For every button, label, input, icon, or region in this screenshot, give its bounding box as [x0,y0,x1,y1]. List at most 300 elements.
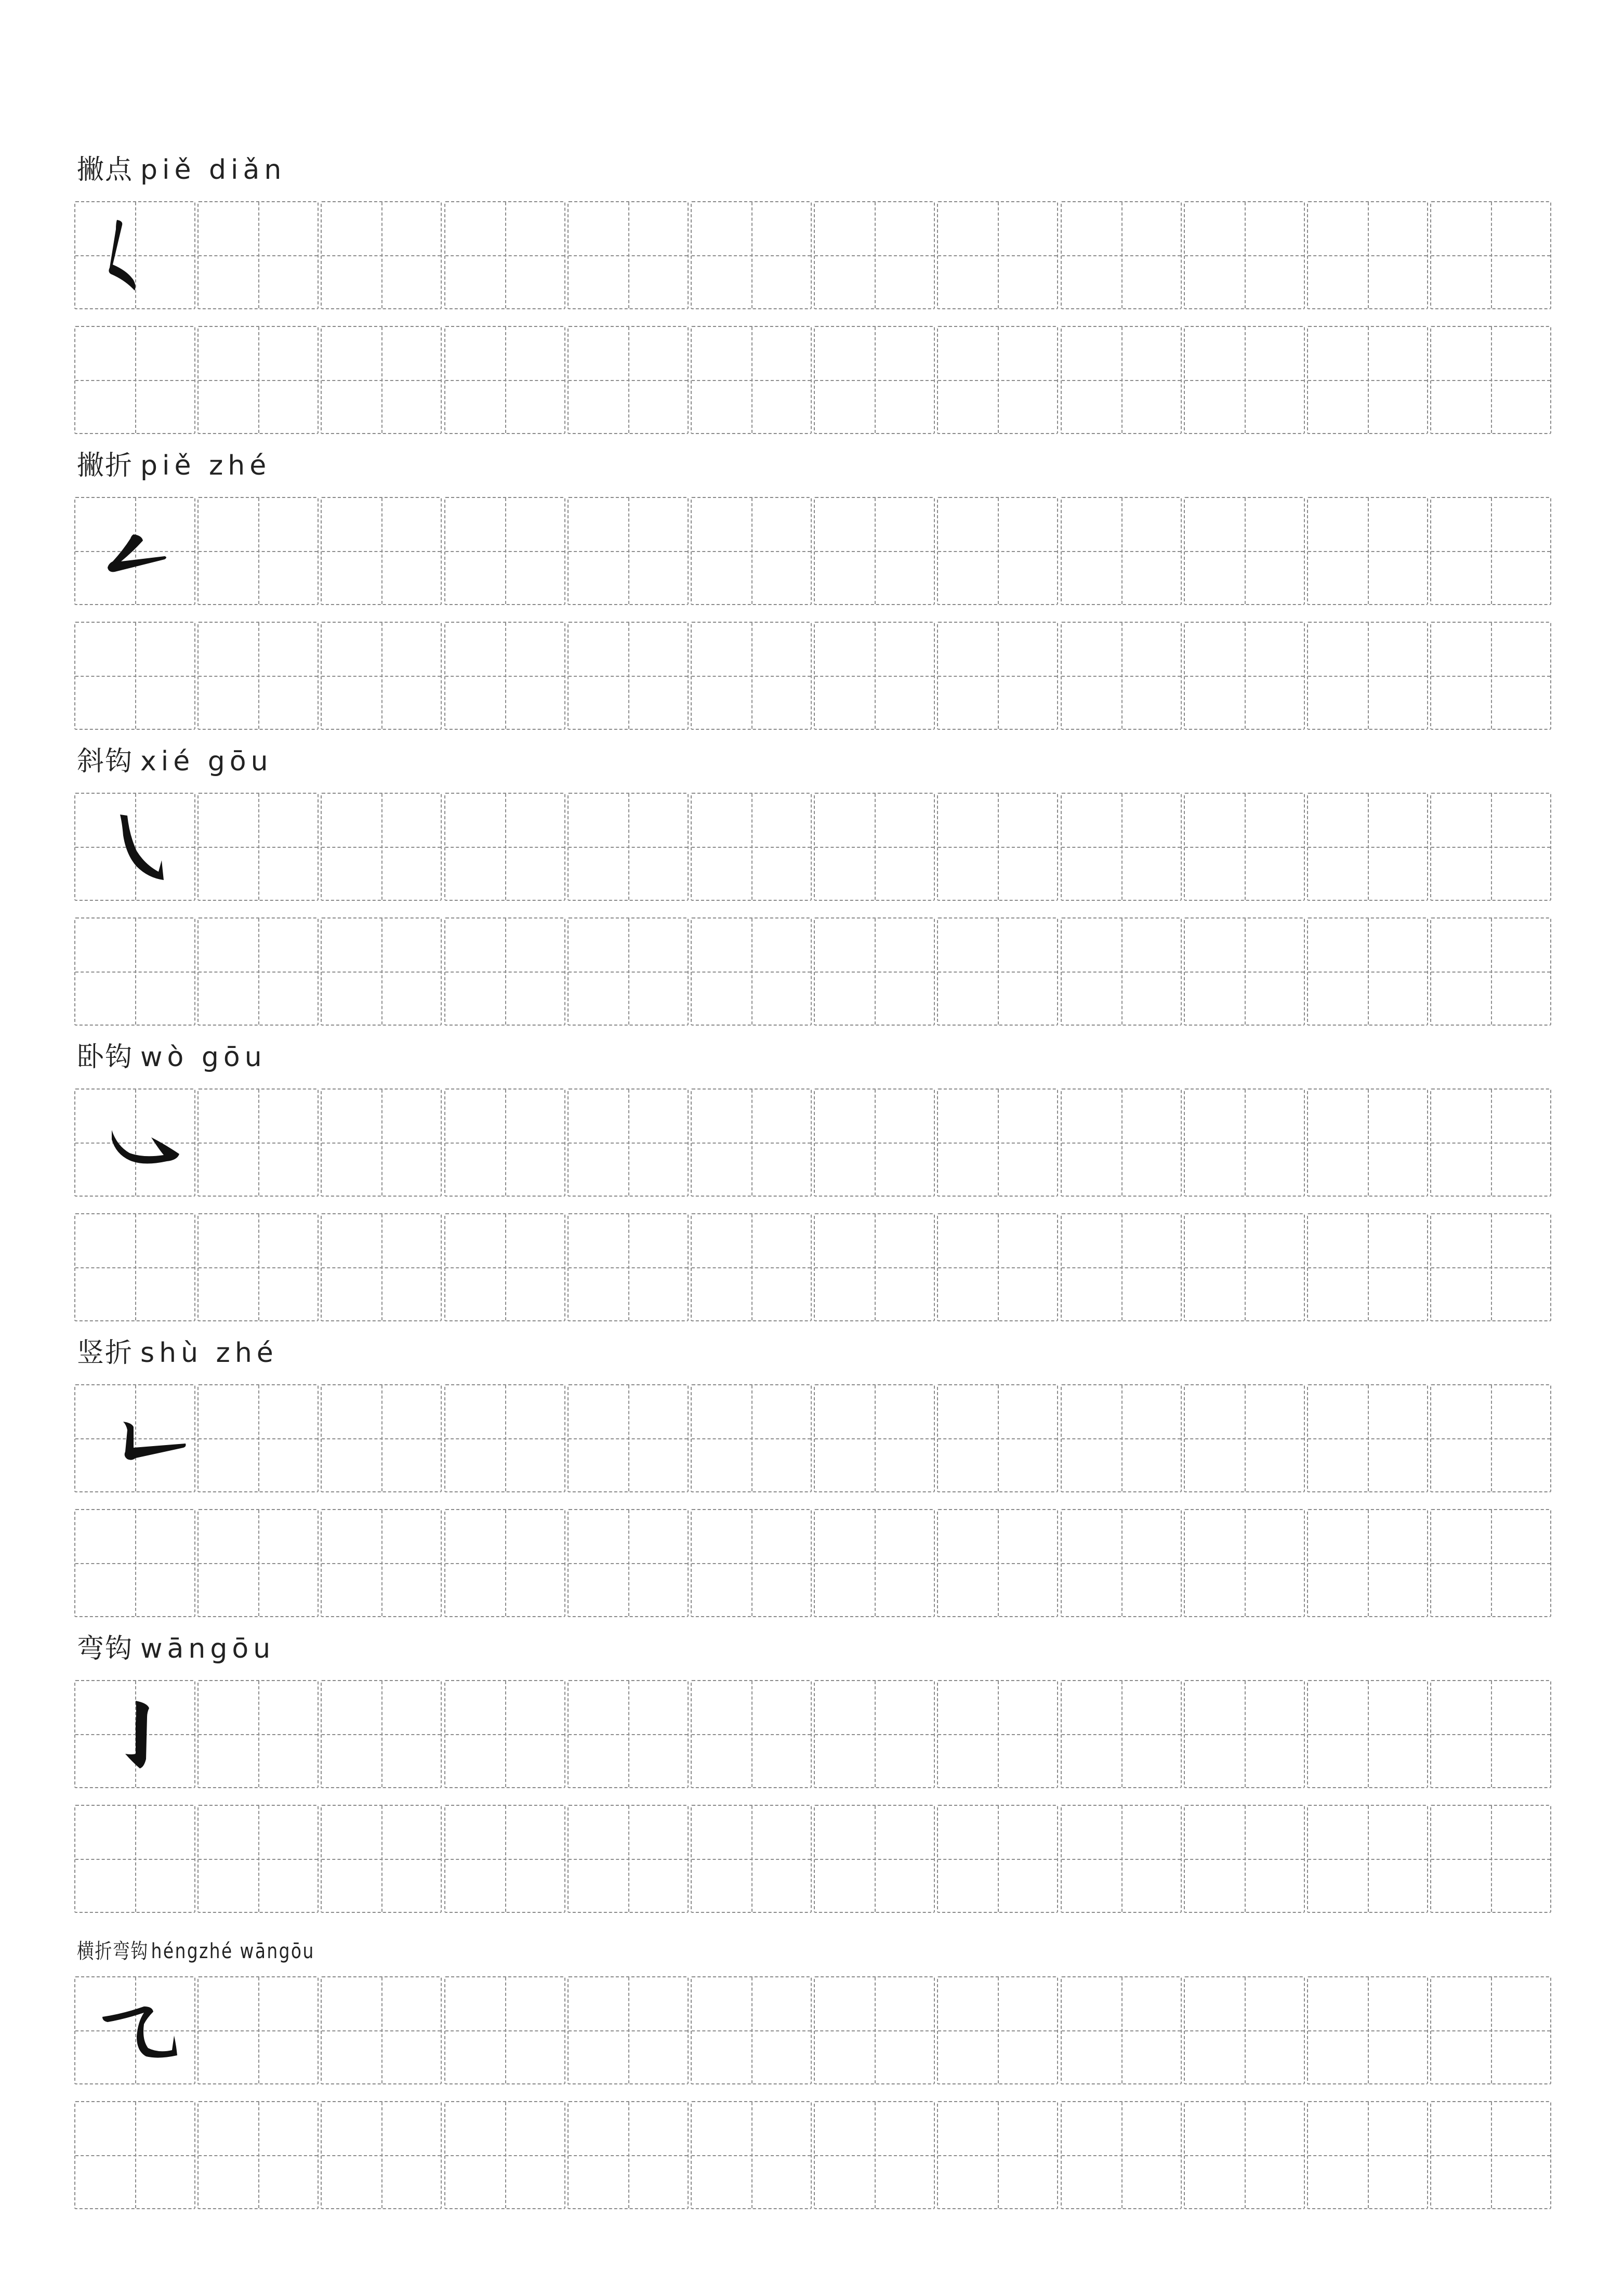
practice-cell[interactable] [937,1088,1058,1197]
practice-cell[interactable] [1307,1088,1428,1197]
cell-horizontal-guide [322,972,441,973]
practice-cell[interactable] [691,497,812,605]
practice-cell[interactable] [691,1213,812,1321]
practice-cell[interactable] [567,1213,689,1321]
practice-cell[interactable] [1430,1509,1551,1617]
practice-cell[interactable] [1307,793,1428,901]
cell-horizontal-guide [1308,2030,1427,2031]
cell-horizontal-guide [1185,2155,1304,2156]
cell-horizontal-guide [1185,1143,1304,1144]
practice-cell[interactable] [321,1384,442,1492]
practice-cell[interactable] [567,326,689,434]
practice-cell[interactable] [1430,1680,1551,1788]
practice-cell[interactable] [1307,1680,1428,1788]
cell-horizontal-guide [199,1859,318,1860]
practice-cell[interactable] [691,326,812,434]
practice-cell[interactable] [691,1384,812,1492]
stroke-pinyin: héngzhé wāngōu [151,1939,315,1963]
practice-cell[interactable] [814,1976,935,2084]
practice-cell[interactable] [197,1088,319,1197]
practice-cell[interactable] [197,1680,319,1788]
cell-horizontal-guide [1431,1563,1550,1564]
cell-horizontal-guide [322,551,441,552]
cell-horizontal-guide [1308,1267,1427,1268]
cell-horizontal-guide [569,972,688,973]
practice-cell[interactable] [937,622,1058,730]
cell-horizontal-guide [1431,847,1550,848]
stroke-pinyin: piě zhé [140,450,271,481]
cell-horizontal-guide [445,847,564,848]
cell-horizontal-guide [1062,1438,1181,1439]
practice-cell[interactable] [691,1805,812,1913]
practice-cell[interactable] [1307,917,1428,1026]
cell-horizontal-guide [815,1438,934,1439]
cell-horizontal-guide [1062,255,1181,256]
practice-row-blank [74,1805,1551,1912]
practice-cell[interactable] [444,1680,565,1788]
practice-cell[interactable] [1061,622,1182,730]
practice-cell[interactable] [197,917,319,1026]
cell-horizontal-guide [815,380,934,381]
practice-cell[interactable] [1184,326,1305,434]
practice-cell[interactable] [1061,1680,1182,1788]
practice-cell[interactable] [444,1976,565,2084]
cell-horizontal-guide [1062,972,1181,973]
practice-cell[interactable] [1430,1213,1551,1321]
practice-cell[interactable] [197,622,319,730]
practice-cell[interactable] [937,1509,1058,1617]
practice-cell[interactable] [444,917,565,1026]
cell-horizontal-guide [322,676,441,677]
cell-horizontal-guide [445,1438,564,1439]
practice-cell[interactable] [814,1680,935,1788]
practice-cell[interactable] [1430,1805,1551,1913]
practice-row-model [74,1384,1551,1491]
practice-cell[interactable] [814,2101,935,2209]
practice-cell[interactable] [937,1384,1058,1492]
practice-cell[interactable] [1430,1976,1551,2084]
cell-horizontal-guide [445,1143,564,1144]
practice-cell[interactable] [814,201,935,309]
cell-horizontal-guide [1062,676,1181,677]
practice-row-blank [74,326,1551,433]
practice-cell[interactable] [74,2101,195,2209]
practice-cell[interactable] [567,497,689,605]
practice-cell[interactable] [1430,497,1551,605]
cell-horizontal-guide [1185,1734,1304,1735]
practice-row-model [74,497,1551,604]
practice-cell[interactable] [814,497,935,605]
cell-horizontal-guide [1431,1267,1550,1268]
stroke-pinyin: piě diǎn [140,154,286,186]
practice-cell[interactable] [1184,1805,1305,1913]
practice-cell[interactable] [74,1509,195,1617]
cell-horizontal-guide [938,847,1057,848]
cell-horizontal-guide [1062,1563,1181,1564]
practice-cell[interactable] [937,326,1058,434]
section-wan-gou [0,1633,1624,1976]
practice-cell[interactable] [444,1088,565,1197]
cell-horizontal-guide [692,1563,811,1564]
practice-cell[interactable] [197,326,319,434]
practice-cell[interactable] [74,326,195,434]
cell-horizontal-guide [1431,1143,1550,1144]
practice-cell[interactable] [1184,201,1305,309]
practice-cell[interactable] [1184,497,1305,605]
practice-cell[interactable] [814,622,935,730]
practice-cell[interactable] [1307,2101,1428,2209]
practice-cell[interactable] [1184,1088,1305,1197]
practice-cell[interactable] [444,793,565,901]
cell-horizontal-guide [1308,1438,1427,1439]
practice-cell[interactable] [444,497,565,605]
practice-cell[interactable] [197,2101,319,2209]
cell-horizontal-guide [199,2155,318,2156]
cell-horizontal-guide [569,551,688,552]
cell-horizontal-guide [322,1143,441,1144]
practice-cell[interactable] [321,1680,442,1788]
practice-cell[interactable] [1430,2101,1551,2209]
practice-row-model [74,1088,1551,1196]
practice-cell[interactable] [444,326,565,434]
practice-cell[interactable] [691,622,812,730]
cell-horizontal-guide [1185,1267,1304,1268]
practice-cell[interactable] [1061,1976,1182,2084]
practice-cell[interactable] [814,1213,935,1321]
cell-horizontal-guide [322,2155,441,2156]
xie-gou-stroke-icon [75,794,194,900]
practice-cell[interactable] [1184,1976,1305,2084]
practice-cell[interactable] [197,201,319,309]
practice-cell[interactable] [74,1213,195,1321]
cell-horizontal-guide [199,1563,318,1564]
cell-horizontal-guide [569,2030,688,2031]
practice-cell[interactable] [1061,1509,1182,1617]
practice-cell[interactable] [197,1976,319,2084]
practice-cell[interactable] [937,1976,1058,2084]
practice-cell[interactable] [1061,793,1182,901]
cell-horizontal-guide [1185,676,1304,677]
cell-horizontal-guide [445,972,564,973]
practice-cell[interactable] [814,1088,935,1197]
section-label [77,1632,275,1665]
cell-horizontal-guide [938,972,1057,973]
practice-cell[interactable] [1307,1384,1428,1492]
practice-row-blank [74,1509,1551,1616]
practice-cell[interactable] [444,1384,565,1492]
stroke-pinyin: wāngōu [140,1633,275,1664]
practice-cell[interactable] [1430,1384,1551,1492]
practice-cell[interactable] [937,917,1058,1026]
section-label [77,449,271,482]
cell-horizontal-guide [815,255,934,256]
practice-cell[interactable] [937,2101,1058,2209]
practice-cell[interactable] [567,1384,689,1492]
practice-cell[interactable] [1061,201,1182,309]
practice-cell[interactable] [321,793,442,901]
practice-cell[interactable] [691,2101,812,2209]
cell-horizontal-guide [692,255,811,256]
cell-horizontal-guide [938,255,1057,256]
stroke-name: 竖折 [77,1337,134,1369]
practice-cell[interactable] [321,201,442,309]
practice-cell[interactable] [1061,326,1182,434]
practice-cell[interactable] [321,1088,442,1197]
practice-cell[interactable] [1184,793,1305,901]
cell-horizontal-guide [1308,551,1427,552]
practice-cell[interactable] [567,201,689,309]
stroke-pinyin: xié gōu [140,746,273,777]
practice-cell[interactable] [691,1976,812,2084]
practice-cell[interactable] [197,793,319,901]
cell-horizontal-guide [75,2155,194,2156]
practice-cell[interactable] [1184,917,1305,1026]
practice-cell[interactable] [937,1213,1058,1321]
cell-horizontal-guide [692,1734,811,1735]
cell-horizontal-guide [75,1859,194,1860]
cell-horizontal-guide [938,551,1057,552]
practice-cell[interactable] [814,1509,935,1617]
practice-cell[interactable] [444,1213,565,1321]
practice-cell[interactable] [691,201,812,309]
practice-cell[interactable] [567,622,689,730]
practice-cell[interactable] [444,201,565,309]
cell-horizontal-guide [1185,2030,1304,2031]
practice-cell[interactable] [1061,497,1182,605]
cell-horizontal-guide [322,380,441,381]
practice-cell[interactable] [937,793,1058,901]
practice-cell[interactable] [814,1384,935,1492]
practice-cell[interactable] [1307,1976,1428,2084]
practice-cell[interactable] [937,497,1058,605]
cell-horizontal-guide [1431,2030,1550,2031]
cell-horizontal-guide [692,2155,811,2156]
cell-horizontal-guide [692,2030,811,2031]
cell-horizontal-guide [445,1734,564,1735]
cell-horizontal-guide [1431,2155,1550,2156]
practice-cell[interactable] [1307,1805,1428,1913]
cell-horizontal-guide [938,2030,1057,2031]
practice-cell[interactable] [567,1805,689,1913]
practice-cell[interactable] [567,1088,689,1197]
cell-horizontal-guide [199,1143,318,1144]
practice-cell[interactable] [1061,1384,1182,1492]
cell-horizontal-guide [1431,255,1550,256]
practice-cell[interactable] [1061,917,1182,1026]
practice-cell[interactable] [814,326,935,434]
cell-horizontal-guide [322,1859,441,1860]
cell-horizontal-guide [569,1267,688,1268]
practice-cell[interactable] [814,917,935,1026]
cell-horizontal-guide [75,1267,194,1268]
cell-horizontal-guide [1431,551,1550,552]
cell-horizontal-guide [322,1267,441,1268]
practice-cell[interactable] [321,1213,442,1321]
practice-cell[interactable] [567,2101,689,2209]
cell-horizontal-guide [199,255,318,256]
cell-horizontal-guide [938,2155,1057,2156]
practice-cell[interactable] [444,2101,565,2209]
stroke-name: 横折弯钩 [77,1939,149,1963]
practice-cell[interactable] [321,1509,442,1617]
practice-cell[interactable] [1184,1384,1305,1492]
practice-cell[interactable] [1307,1509,1428,1617]
cell-horizontal-guide [692,380,811,381]
cell-horizontal-guide [938,1859,1057,1860]
cell-horizontal-guide [938,1734,1057,1735]
cell-horizontal-guide [199,1734,318,1735]
practice-cell[interactable] [197,497,319,605]
practice-cell[interactable] [444,1509,565,1617]
practice-cell[interactable] [691,917,812,1026]
cell-horizontal-guide [692,1438,811,1439]
cell-horizontal-guide [938,1563,1057,1564]
practice-cell[interactable] [1061,1213,1182,1321]
cell-horizontal-guide [1185,380,1304,381]
practice-cell[interactable] [1061,2101,1182,2209]
practice-cell[interactable] [1184,1509,1305,1617]
practice-row-blank [74,622,1551,729]
practice-cell[interactable] [567,917,689,1026]
cell-horizontal-guide [199,676,318,677]
section-label [77,745,273,778]
practice-cell[interactable] [1307,201,1428,309]
practice-cell[interactable] [1061,1805,1182,1913]
practice-cell[interactable] [1184,2101,1305,2209]
practice-cell[interactable] [197,1805,319,1913]
practice-cell[interactable] [1430,201,1551,309]
stroke-name: 撇点 [77,154,134,186]
practice-cell[interactable] [567,1680,689,1788]
stroke-name: 撇折 [77,450,134,481]
practice-cell[interactable] [197,1509,319,1617]
practice-cell[interactable] [74,622,195,730]
cell-horizontal-guide [1308,1734,1427,1735]
practice-cell[interactable] [937,201,1058,309]
cell-horizontal-guide [1185,1563,1304,1564]
cell-horizontal-guide [1062,2155,1181,2156]
cell-horizontal-guide [938,1438,1057,1439]
heng-zhe-wan-gou-stroke-icon [75,1977,194,2083]
stroke-pinyin: wò gōu [140,1042,267,1073]
cell-horizontal-guide [569,2155,688,2156]
practice-cell[interactable] [321,1805,442,1913]
cell-horizontal-guide [1062,551,1181,552]
practice-row-model [74,1680,1551,1787]
practice-cell[interactable] [1061,1088,1182,1197]
cell-horizontal-guide [569,1859,688,1860]
section-label [77,1935,315,1968]
practice-cell[interactable] [321,326,442,434]
practice-cell[interactable] [321,2101,442,2209]
cell-horizontal-guide [1308,1143,1427,1144]
stroke-name: 弯钩 [77,1633,134,1664]
cell-horizontal-guide [815,1734,934,1735]
cell-horizontal-guide [322,1563,441,1564]
cell-horizontal-guide [1431,380,1550,381]
practice-cell[interactable] [1307,622,1428,730]
practice-cell[interactable] [444,622,565,730]
cell-horizontal-guide [322,255,441,256]
practice-cell[interactable] [814,793,935,901]
cell-horizontal-guide [938,1267,1057,1268]
practice-cell[interactable] [197,1384,319,1492]
cell-horizontal-guide [75,972,194,973]
practice-cell[interactable] [567,793,689,901]
cell-horizontal-guide [569,1438,688,1439]
practice-cell[interactable] [937,1805,1058,1913]
practice-cell[interactable] [691,1509,812,1617]
practice-cell[interactable] [197,1213,319,1321]
cell-horizontal-guide [199,847,318,848]
practice-cell[interactable] [1430,622,1551,730]
cell-horizontal-guide [1308,255,1427,256]
cell-horizontal-guide [445,1267,564,1268]
practice-cell[interactable] [814,1805,935,1913]
cell-horizontal-guide [322,847,441,848]
practice-cell[interactable] [1184,1213,1305,1321]
practice-cell[interactable] [1430,793,1551,901]
practice-cell[interactable] [1307,497,1428,605]
stroke-name: 斜钩 [77,746,134,777]
practice-cell[interactable] [691,1680,812,1788]
practice-cell[interactable] [321,497,442,605]
practice-cell[interactable] [444,1805,565,1913]
cell-horizontal-guide [1308,1563,1427,1564]
practice-cell[interactable] [1307,1213,1428,1321]
practice-cell[interactable] [691,793,812,901]
practice-cell[interactable] [567,1976,689,2084]
cell-horizontal-guide [815,1143,934,1144]
practice-cell[interactable] [1184,1680,1305,1788]
practice-cell[interactable] [937,1680,1058,1788]
cell-horizontal-guide [322,1438,441,1439]
wo-gou-stroke-icon [75,1090,194,1196]
cell-horizontal-guide [692,1143,811,1144]
cell-horizontal-guide [815,1859,934,1860]
practice-cell[interactable] [1430,917,1551,1026]
practice-cell[interactable] [74,917,195,1026]
practice-cell[interactable] [321,1976,442,2084]
practice-row-model [74,793,1551,900]
practice-cell[interactable] [74,1805,195,1913]
cell-horizontal-guide [569,380,688,381]
practice-cell[interactable] [321,622,442,730]
cell-horizontal-guide [1062,847,1181,848]
practice-cell[interactable] [1307,326,1428,434]
practice-cell[interactable] [321,917,442,1026]
cell-horizontal-guide [938,380,1057,381]
cell-horizontal-guide [1308,1859,1427,1860]
pie-dian-stroke-icon [75,202,194,308]
practice-cell[interactable] [1430,1088,1551,1197]
cell-horizontal-guide [445,2030,564,2031]
cell-horizontal-guide [199,551,318,552]
cell-horizontal-guide [445,1563,564,1564]
section-label [77,153,286,187]
stroke-pinyin: shù zhé [140,1337,278,1369]
cell-horizontal-guide [1185,551,1304,552]
cell-horizontal-guide [692,1859,811,1860]
practice-cell[interactable] [567,1509,689,1617]
cell-horizontal-guide [1308,972,1427,973]
cell-horizontal-guide [75,1563,194,1564]
cell-horizontal-guide [199,1267,318,1268]
practice-cell[interactable] [691,1088,812,1197]
practice-cell[interactable] [1184,622,1305,730]
cell-horizontal-guide [692,1267,811,1268]
practice-cell[interactable] [1430,326,1551,434]
